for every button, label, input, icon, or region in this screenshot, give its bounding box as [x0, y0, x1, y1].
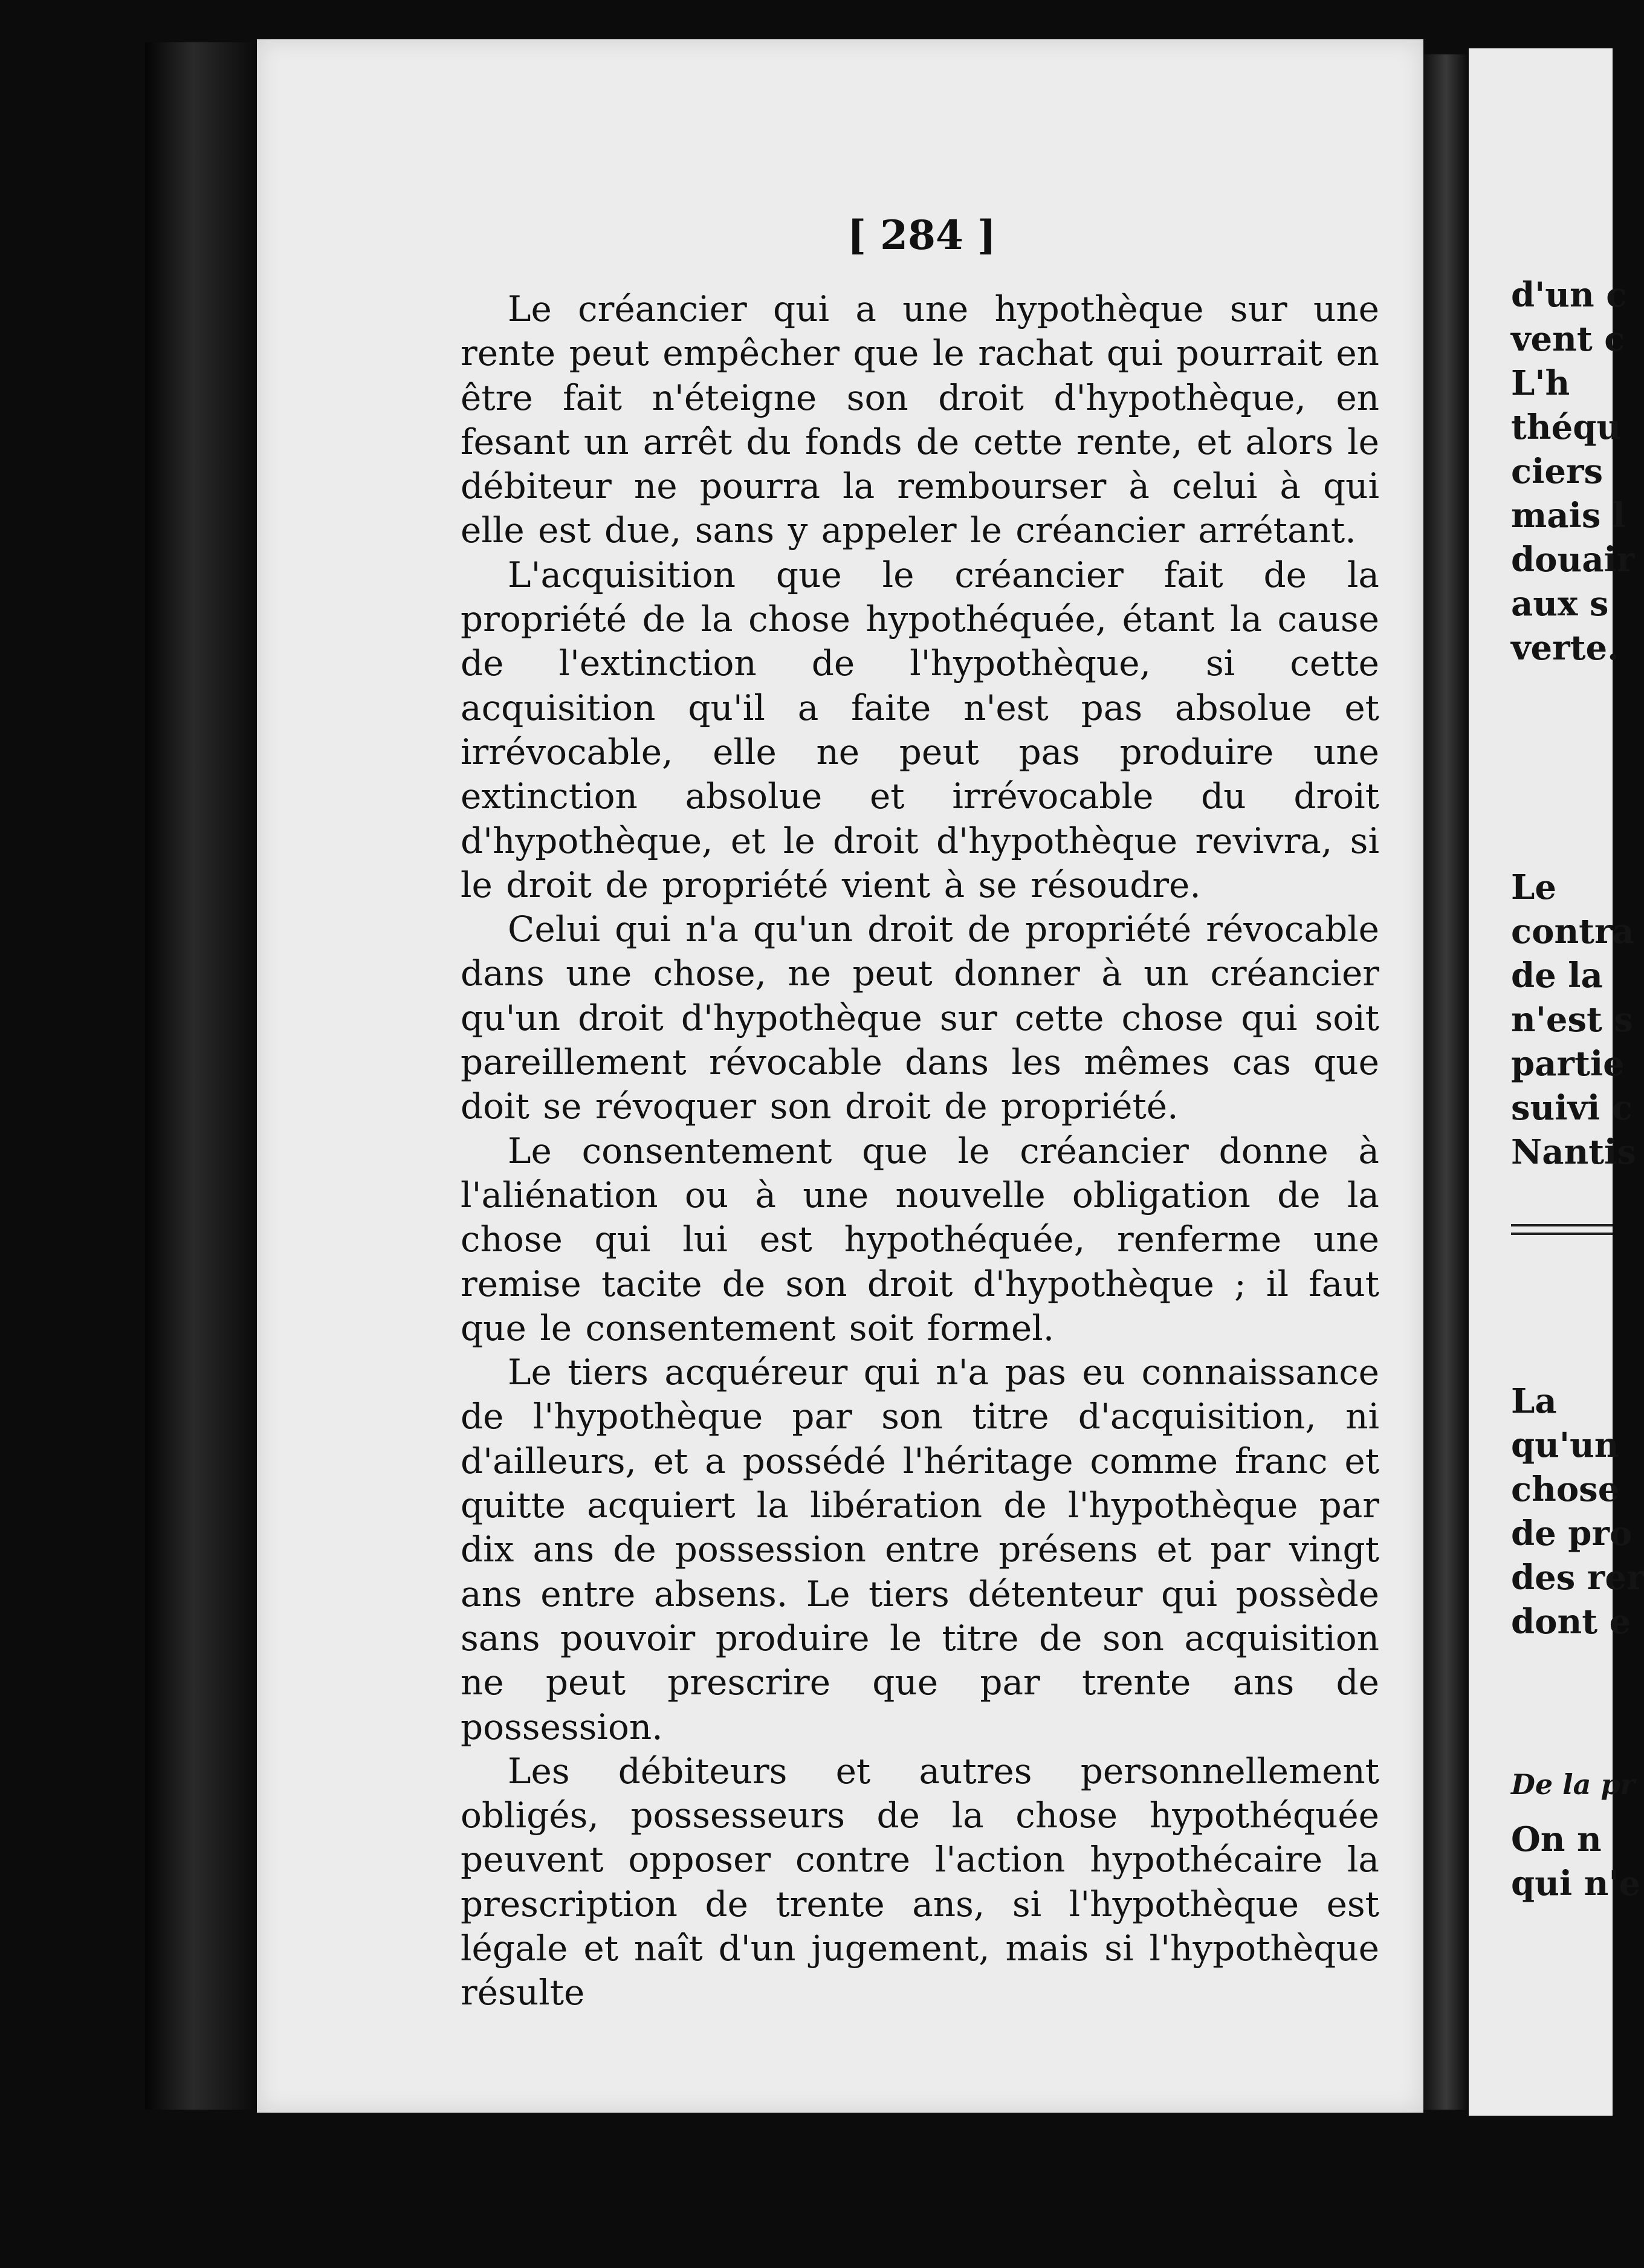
book-gutter: [1423, 54, 1469, 2110]
right-fragment: douair: [1511, 540, 1635, 580]
right-fragment: qu'un: [1511, 1425, 1619, 1465]
page-number: [ 284 ]: [847, 212, 997, 259]
right-fragment: chose: [1511, 1469, 1620, 1509]
paragraph: L'acquisition que le créancier fait de la propriété de la chose hypothéquée, étant la cause de l'extinction de l'hypothèque, si cette acquisition qu'il a faite n'est pas absolue et irrévocable, elle ne peut pas produire une extinction absolue et irrévocable du droit d'hypothèque, et le droit d'hypothèque revivra, si le droit de propriété vient à se résoudre.: [461, 554, 1379, 906]
right-fragment: théqu: [1511, 407, 1622, 447]
right-fragment: ciers: [1511, 452, 1604, 491]
main-text: [461, 287, 1379, 2015]
right-heading: De la pr: [1511, 1768, 1635, 1801]
right-fragment: des rer: [1511, 1558, 1644, 1598]
paragraph: Les débiteurs et autres personnellement obligés, possesseurs de la chose hypothéquée peuvent opposer contre l'action hypothécaire la prescription de trente ans, si l'hypothèque est légale et naît d'un jugement, mais si l'hypothèque résulte: [461, 1750, 1379, 2014]
right-fragment: n'est s: [1511, 1000, 1633, 1040]
right-fragment: qui n'e: [1511, 1864, 1641, 1904]
right-fragment: de pro: [1511, 1514, 1633, 1554]
right-fragment: dont e: [1511, 1602, 1631, 1642]
right-fragment: de la: [1511, 956, 1603, 996]
paragraph: Celui qui n'a qu'un droit de propriété révocable dans une chose, ne peut donner à un créancier qu'un droit d'hypothèque sur cette chose qui soit pareillement révocable dans les mêmes cas que doit se révoquer son droit de propriété.: [461, 909, 1379, 1127]
right-fragment: L'h: [1511, 363, 1570, 403]
right-fragment: d'un c: [1511, 275, 1627, 315]
right-fragment: suivi c: [1511, 1088, 1633, 1128]
paragraph: Le créancier qui a une hypothèque sur une rente peut empêcher que le rachat qui pourrait en être fait n'éteigne son droit d'hypothèque, en fesant un arrêt du fonds de cette rente, et alors le débiteur ne pourra la rembourser à celui à qui elle est due, sans y appeler le créancier arrétant.: [461, 288, 1379, 551]
right-fragment: mais l: [1511, 496, 1626, 536]
right-fragment: verte.: [1511, 628, 1619, 668]
right-fragment: Le: [1511, 867, 1557, 907]
book-spine: [145, 42, 266, 2110]
right-fragment: On n: [1511, 1819, 1602, 1859]
paragraph: Le tiers acquéreur qui n'a pas eu connaissance de l'hypothèque par son titre d'acquisition, ni d'ailleurs, et a possédé l'héritage comme franc et quitte acquiert la libération de l'hypothèque par dix ans de possession entre présens et par vingt ans entre absens. Le tiers détenteur qui possède sans pouvoir produire le titre de son acquisition ne peut prescrire que par trente ans de possession.: [461, 1352, 1379, 1748]
right-fragment: aux s: [1511, 584, 1609, 624]
paragraph: Le consentement que le créancier donne à l'aliénation ou à une nouvelle obligation de la chose qui lui est hypothéquée, renferme une remise tacite de son droit d'hypothèque ; il faut que le consentement soit formel.: [461, 1130, 1379, 1349]
right-fragment: contra: [1511, 912, 1634, 951]
right-fragment: vent c: [1511, 319, 1625, 359]
section-rule: [1511, 1224, 1613, 1235]
right-fragment: Nantis: [1511, 1132, 1636, 1172]
right-fragment: La: [1511, 1381, 1557, 1421]
right-fragment: partie: [1511, 1044, 1625, 1084]
